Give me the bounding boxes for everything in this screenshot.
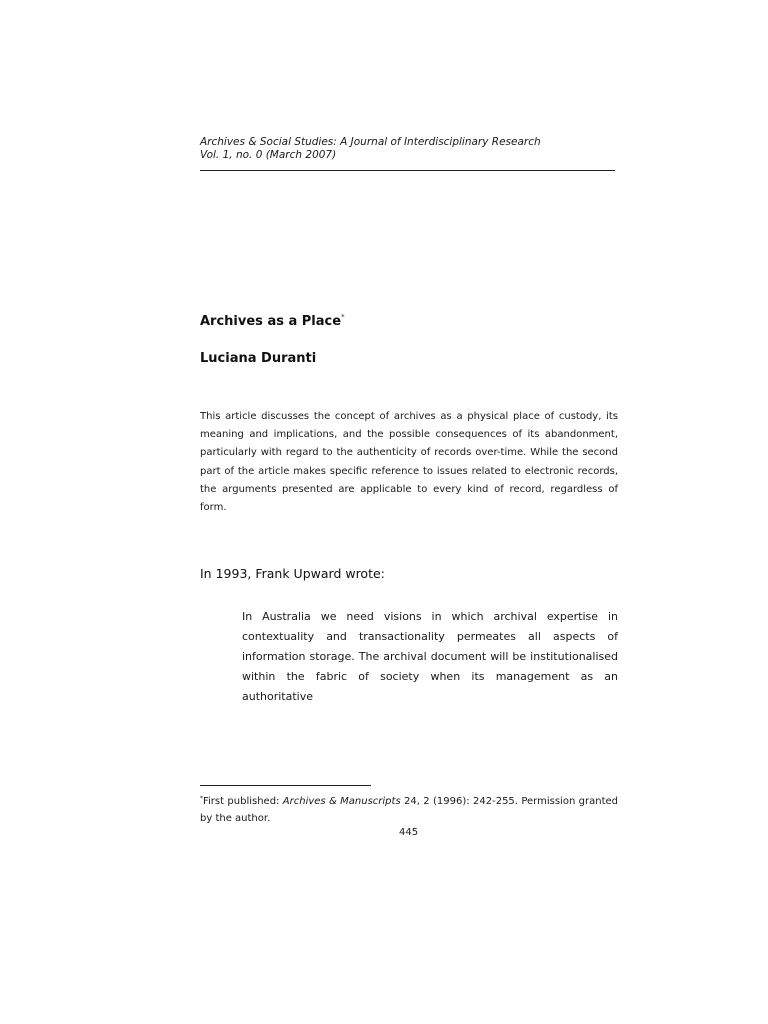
footnote-suffix: 24, 2 (1996): 242-255. Permission granted by the author. bbox=[200, 796, 618, 824]
footnote bbox=[200, 790, 618, 827]
article-title-text: Archives as a Place bbox=[200, 314, 342, 329]
body-intro-paragraph: In 1993, Frank Upward wrote: bbox=[200, 566, 385, 581]
footnote-source-title: Archives & Manuscripts bbox=[282, 796, 401, 807]
page-number: 445 bbox=[399, 827, 419, 838]
title-footnote-marker: * bbox=[341, 313, 345, 321]
footnote-marker: * bbox=[200, 795, 203, 802]
header-divider bbox=[200, 170, 615, 171]
journal-title-line: Archives & Social Studies: A Journal of Interdisciplinary Research bbox=[200, 136, 541, 148]
footnote-prefix: First published: bbox=[203, 796, 283, 807]
article-abstract: This article discusses the concept of archives as a physical place of custody, its meaning and implications, and the possible consequences of its abandonment, particularly with regard to the authenticity of records over-time. While the second part of the article makes specific reference to issues related to electronic records, the arguments presented are applicable to every kind of record, regardless of form. bbox=[200, 411, 618, 514]
block-quote: In Australia we need visions in which archival expertise in contextuality and transactionality permeates all aspects of information storage. The archival document will be institutionalised within the fabric of society when its management as an authoritative bbox=[242, 610, 618, 703]
journal-volume-line: Vol. 1, no. 0 (March 2007) bbox=[200, 149, 337, 161]
article-title bbox=[200, 313, 345, 329]
article-author: Luciana Duranti bbox=[200, 351, 317, 366]
journal-header bbox=[200, 136, 615, 162]
footnote-divider bbox=[200, 785, 371, 786]
